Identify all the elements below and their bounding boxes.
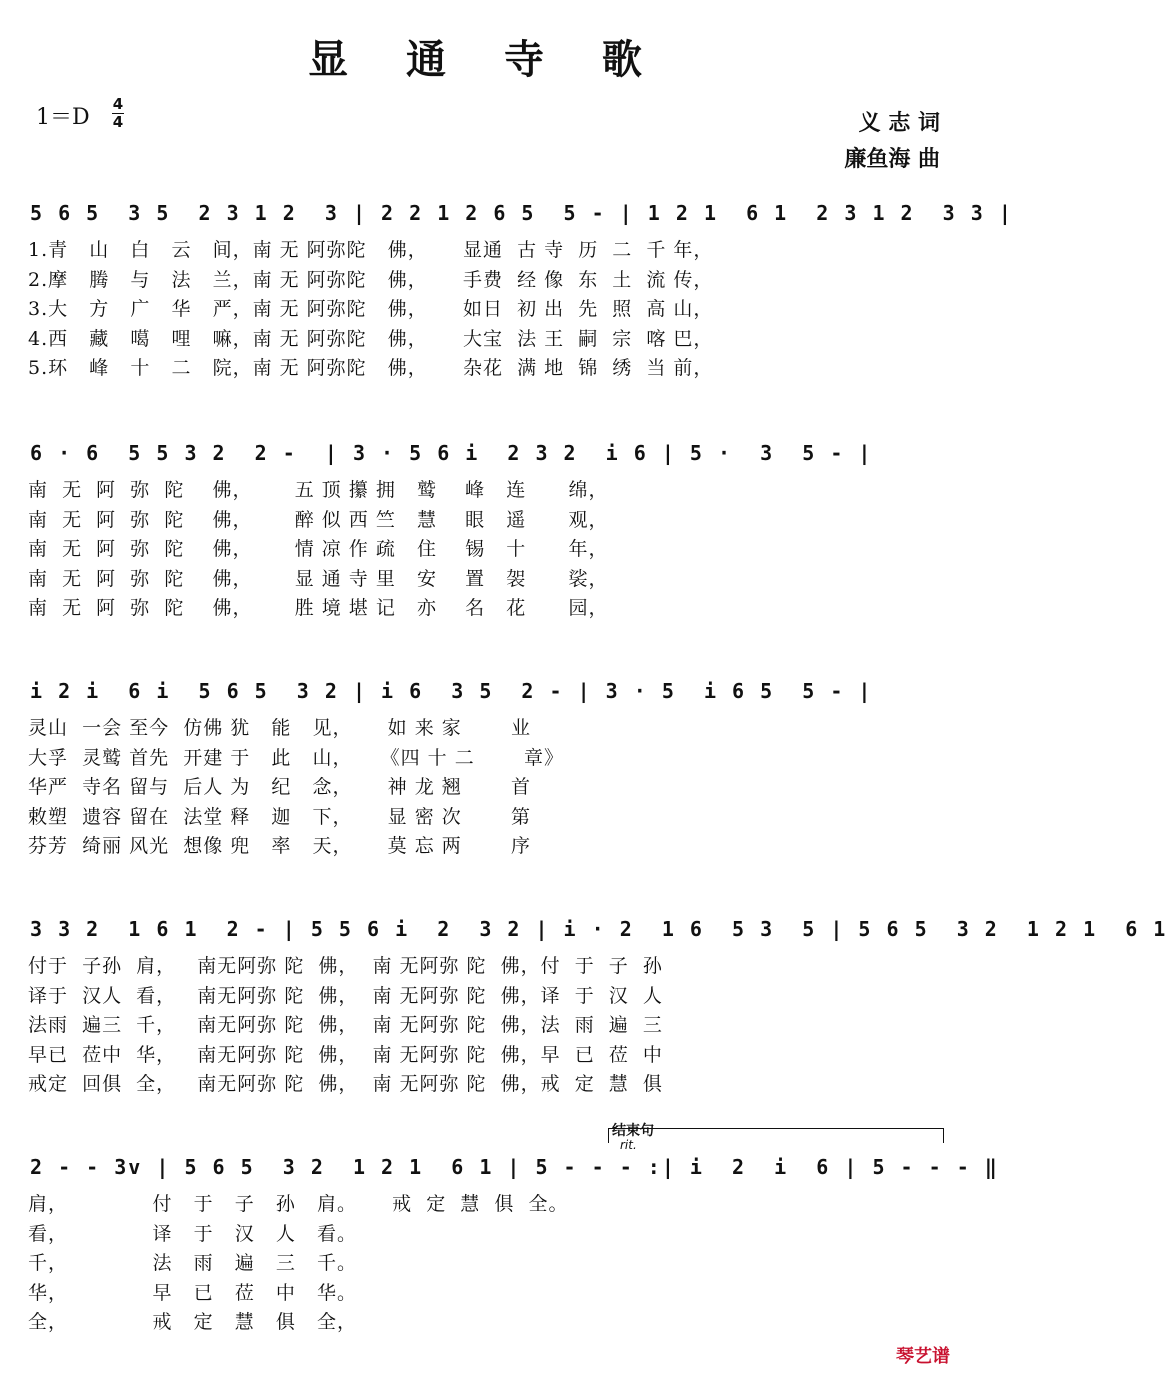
lyric-verse-4: 4.西 藏 噶 哩 嘛，南 无 阿弥陀 佛， 大宝 法 王 嗣 宗 喀 巴， [28,327,714,350]
lyric-verse-2: 2.摩 腾 与 法 兰，南 无 阿弥陀 佛， 手费 经 像 东 土 流 传， [28,268,714,291]
lyrics-block [28,1190,948,1338]
lyric-verse-4: 南 无 阿 弥 陀 佛， 显 通 寺 里 安 置 袈 裟， [28,567,609,590]
notation-line: 3 3 2 1 6 1 2 - | 5 5 6 i 2 3 2 | i · 2 1 6 5 3 5 | 5 6 5 3 2 1 2 1 6 1 [30,917,1167,941]
lyrics-block [28,714,948,862]
composer-credit: 廉鱼海 曲 [844,147,940,172]
song-title: 显 通 寺 歌 [308,36,664,83]
lyric-verse-3: 3.大 方 广 华 严，南 无 阿弥陀 佛， 如日 初 出 先 照 高 山， [28,298,714,320]
lyric-verse-3: 法雨 遍三 千， 南无阿弥 陀 佛， 南 无阿弥 陀 佛，法 雨 遍 三 [28,1014,663,1036]
meter-top: 4 [112,95,124,113]
lyric-verse-2: 南 无 阿 弥 陀 佛， 醉 似 西 竺 慧 眼 遥 观， [28,508,609,531]
lyric-verse-4: 敕塑 遗容 留在 法堂 释 迦 下， 显 密 次 第 [28,805,532,828]
lyric-verse-2: 译于 汉人 看， 南无阿弥 陀 佛， 南 无阿弥 陀 佛，译 于 汉 人 [28,984,663,1007]
lyric-verse-5: 芬芳 绮丽 风光 想像 兜 率 天， 莫 忘 两 序 [28,835,532,857]
lyric-verse-3: 南 无 阿 弥 陀 佛， 情 凉 作 疏 住 锡 十 年， [28,538,609,560]
lyric-verse-3: 华严 寺名 留与 后人 为 纪 念， 神 龙 翘 首 [28,776,532,798]
ending-label: 结束句 [612,1123,654,1139]
ritardando-mark: rit. [620,1138,637,1152]
lyric-verse-5: 5.环 峰 十 二 院，南 无 阿弥陀 佛， 杂花 满 地 锦 绣 当 前， [28,357,714,379]
notation-line: 5 6 5 3 5 2 3 1 2 3 | 2 2 1 2 6 5 5 - | 1 2 1 6 1 2 3 1 2 3 3 | [30,201,1013,225]
lyrics-block [28,236,948,384]
notation-line: i 2 i 6 i 5 6 5 3 2 | i 6 3 5 2 - | 3 · 5 i 6 5 5 - | [30,679,873,703]
lyric-verse-4: 华， 早 已 莅 中 华。 [28,1281,357,1304]
lyric-verse-1: 南 无 阿 弥 陀 佛， 五 顶 攥 拥 鹫 峰 连 绵， [28,479,609,501]
lyricist-credit: 义 志 词 [858,111,940,136]
key-signature: 1＝D [36,105,90,130]
lyric-verse-2: 大孚 灵鹫 首先 开建 于 此 山， 《四 十 二 章》 [28,746,564,769]
lyric-verse-2: 看， 译 于 汉 人 看。 [28,1222,357,1245]
lyric-verse-5: 戒定 回俱 全， 南无阿弥 陀 佛， 南 无阿弥 陀 佛，戒 定 慧 俱 [28,1073,663,1095]
notation-line: 6 · 6 5 5 3 2 2 - | 3 · 5 6 i 2 3 2 i 6 | 5 · 3 5 - | [30,441,873,465]
lyric-verse-1: 肩， 付 于 子 孙 肩。 戒 定 慧 俱 全。 [28,1193,569,1215]
lyrics-block [28,476,948,624]
lyric-verse-5: 南 无 阿 弥 陀 佛， 胜 境 堪 记 亦 名 花 园， [28,597,609,619]
ending-bracket [608,1128,944,1143]
lyric-verse-1: 灵山 一会 至今 仿佛 犹 能 见， 如 来 家 业 [28,717,532,739]
lyric-verse-4: 早已 莅中 华， 南无阿弥 陀 佛， 南 无阿弥 陀 佛，早 已 莅 中 [28,1043,663,1066]
meter-bottom: 4 [112,113,124,131]
lyric-verse-1: 1.青 山 白 云 间，南 无 阿弥陀 佛， 显通 古 寺 历 二 千 年， [28,239,714,261]
site-watermark: 琴艺谱 [896,1346,950,1367]
lyric-verse-3: 千， 法 雨 遍 三 千。 [28,1252,357,1274]
lyric-verse-1: 付于 子孙 肩， 南无阿弥 陀 佛， 南 无阿弥 陀 佛，付 于 子 孙 [28,955,663,977]
notation-line: 2 - - 3v | 5 6 5 3 2 1 2 1 6 1 | 5 - - - :| i 2 i 6 | 5 - - - ‖ [30,1155,999,1179]
lyrics-block [28,952,948,1100]
time-signature [112,96,124,131]
lyric-verse-5: 全， 戒 定 慧 俱 全， [28,1311,357,1333]
